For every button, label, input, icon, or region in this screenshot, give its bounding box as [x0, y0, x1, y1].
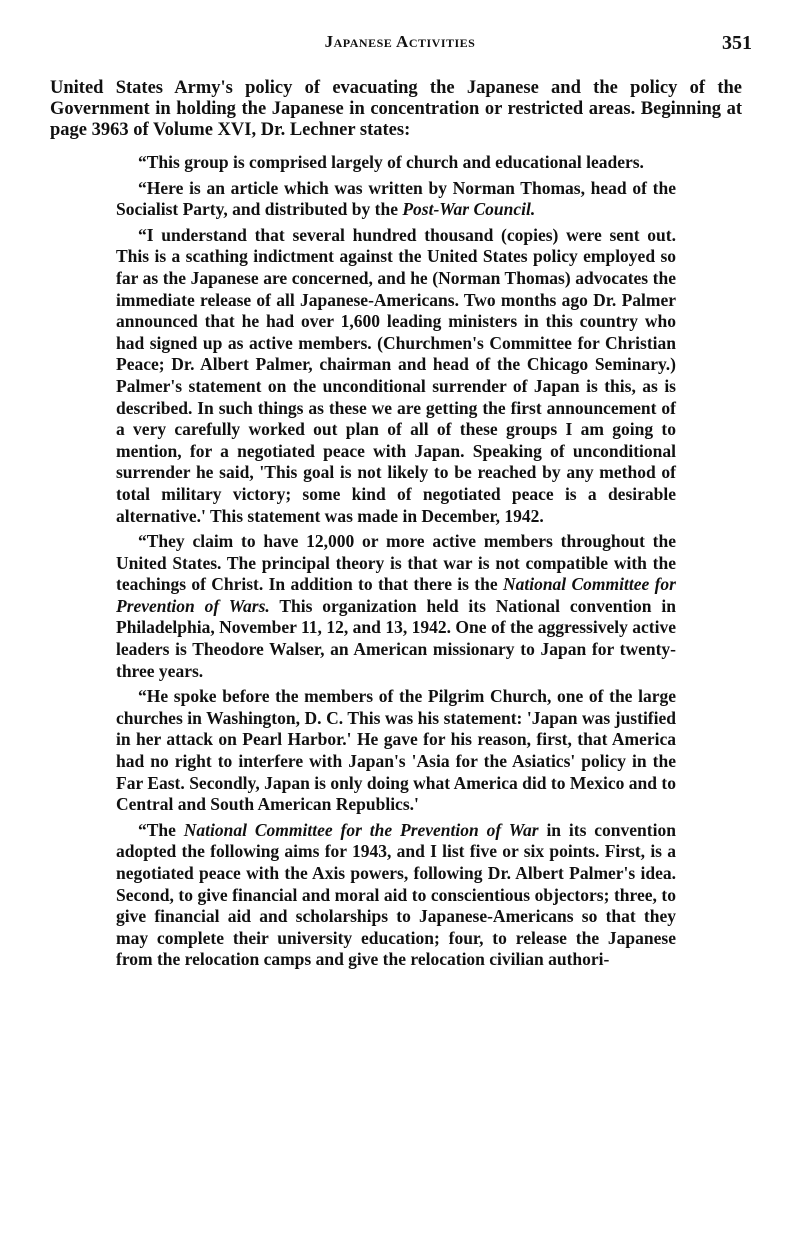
quote-2-text: “Here is an article which was written by Norman Thomas, head of the Socialist Party, and distributed by the [116, 177, 676, 220]
page-header [0, 32, 800, 58]
quote-6-italic: National Committee for the Prevention of War [183, 819, 539, 840]
running-head: Japanese Activities [324, 32, 476, 51]
quote-6-text-a: “The [138, 819, 184, 840]
page-number: 351 [722, 32, 752, 54]
quote-paragraph-3: “I understand that several hundred thousand (copies) were sent out. This is a scathing indictment against the United States policy employed so far as the Japanese are concerned, and he (Norman Thomas) advocates the immediate release of all Japanese-Americans. Two months ago Dr. Palmer announced that he had over 1,600 leading ministers in this country who had signed up as active members. (Churchmen's Committee for Christian Peace; Dr. Albert Palmer, chairman and head of the Chicago Seminary.) Palmer's statement on the unconditional surrender of Japan is this, as is described. In such things as these we are getting the first announcement of a very carefully worked out plan of all of these groups I am going to mention, for a negotiated peace with Japan. Speaking of unconditional surrender he said, 'This goal is not likely to be reached by any method of total military victory; some kind of negotiated peace is a desirable alternative.' This statement was made in December, 1942. [116, 224, 676, 526]
quote-6-text-b: in its convention adopted the following aims for 1943, and I list five or six points. First, is a negotiated peace with the Axis powers, following Dr. Albert Palmer's idea. Second, to give financial and moral aid to conscientious objectors; three, to give financial aid and scholarships to Japanese-Americans so that they may complete their university education; four, to release the Japanese from the relocation camps and give the relocation civilian authori- [116, 819, 676, 970]
quote-4-italic: National Committee for Prevention of Wars. [116, 574, 676, 616]
quote-paragraph-1: “This group is comprised largely of church and educational leaders. [138, 152, 644, 172]
intro-text: United States Army's policy of evacuating the Japanese and the policy of the Government in holding the Japanese in concentration or restricted areas. Beginning at page 3963 of Volume XVI, Dr. Lechner states: [50, 78, 742, 140]
quoted-testimony [116, 152, 676, 975]
quote-paragraph-5: “He spoke before the members of the Pilgrim Church, one of the large churches in Washington, D. C. This was his statement: 'Japan was justified in her attack on Pearl Harbor.' He gave for his reason, first, that America had no right to interfere with Japan's 'Asia for the Asiatics' policy in the Far East. Secondly, Japan is only doing what America did to Mexico and to Central and South American Republics.' [116, 686, 676, 815]
quote-4-text-a: “They claim to have 12,000 or more active members throughout the United States. The principal theory is that war is not compatible with the teachings of Christ. In addition to that there is the [116, 531, 676, 595]
intro-paragraph [50, 78, 742, 141]
quote-4-text-b: This organization held its National convention in Philadelphia, November 11, 12, and 13, 1942. One of the aggressively active leaders is Theodore Walser, an American missionary to Japan for twenty-three years. [116, 595, 676, 681]
quote-paragraph-6 [116, 820, 676, 971]
quote-2-italic: Post-War Council. [402, 199, 536, 220]
quote-paragraph-4 [116, 531, 676, 682]
quote-paragraph-2 [116, 178, 676, 221]
